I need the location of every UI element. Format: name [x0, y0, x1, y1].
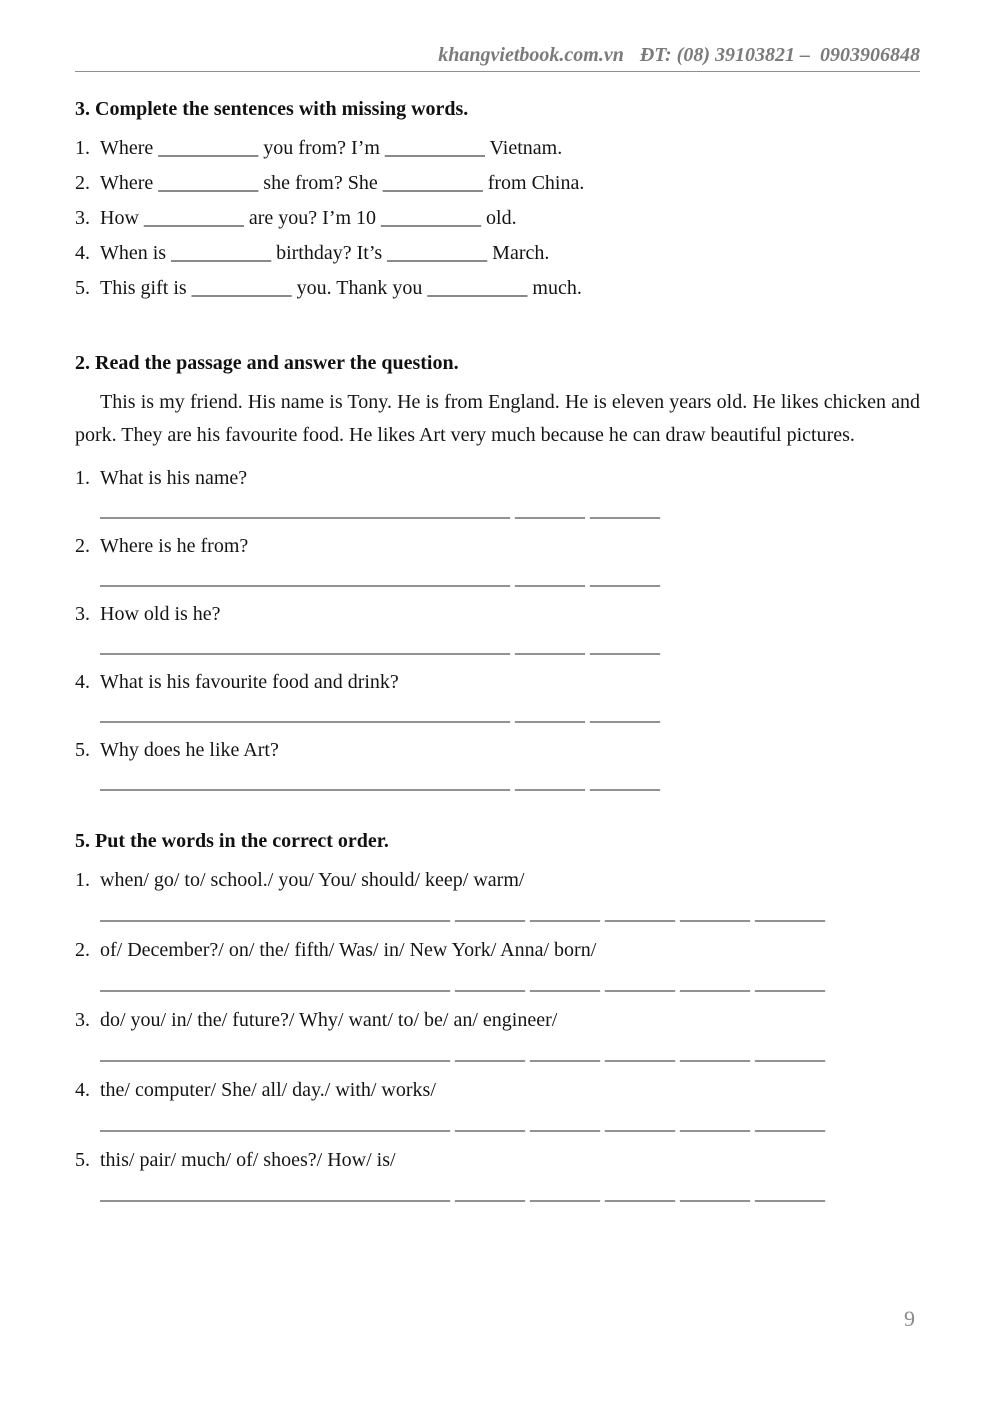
- answer-line: _________________________________________ _______ _______: [100, 636, 660, 656]
- exercise-reading-title: 2. Read the passage and answer the question.: [75, 352, 459, 374]
- question-row: [75, 668, 920, 696]
- fill-item-text: Where __________ she from? She __________ from China.: [100, 172, 585, 194]
- question-block-1: [75, 464, 920, 520]
- fill-item-1: [75, 131, 920, 166]
- answer-line: _________________________________________ _______ _______: [100, 772, 660, 792]
- order-number: 2.: [75, 939, 90, 961]
- order-number: 1.: [75, 869, 90, 891]
- fill-item-3: [75, 201, 920, 236]
- order-text: the/ computer/ She/ all/ day./ with/ works/: [100, 1079, 436, 1101]
- question-number: 2.: [75, 535, 90, 557]
- answer-line: ___________________________________ _______ _______ _______ _______ _______: [100, 903, 825, 923]
- question-number: 1.: [75, 467, 90, 489]
- question-row: [75, 464, 920, 492]
- answer-line: _________________________________________ _______ _______: [100, 704, 660, 724]
- order-row: [75, 1146, 920, 1174]
- question-block-2: [75, 532, 920, 588]
- question-number: 3.: [75, 603, 90, 625]
- order-block-4: [75, 1076, 920, 1133]
- reading-passage: This is my friend. His name is Tony. He is from England. He is eleven years old. He likes chicken and pork. They are his favourite food. He likes Art very much because he can draw beautiful pictures.: [75, 391, 920, 446]
- exercise-order-title: 5. Put the words in the correct order.: [75, 830, 389, 852]
- header-website: khangvietbook.com.vn: [438, 44, 624, 66]
- header-phone: ĐT: (08) 39103821 – 0903906848: [639, 44, 920, 66]
- answer-line: ___________________________________ _______ _______ _______ _______ _______: [100, 1183, 825, 1203]
- order-row: [75, 1076, 920, 1104]
- question-text: Where is he from?: [100, 535, 249, 557]
- question-row: [75, 600, 920, 628]
- question-number: 4.: [75, 671, 90, 693]
- order-row: [75, 1006, 920, 1034]
- order-block-2: [75, 936, 920, 993]
- order-text: of/ December?/ on/ the/ fifth/ Was/ in/ New York/ Anna/ born/: [100, 939, 597, 961]
- fill-item-4: [75, 236, 920, 271]
- reading-questions: [75, 464, 920, 792]
- fill-item-number: 2.: [75, 172, 90, 194]
- question-text: What is his favourite food and drink?: [100, 671, 399, 693]
- fill-item-2: [75, 166, 920, 201]
- order-text: when/ go/ to/ school./ you/ You/ should/ keep/ warm/: [100, 869, 525, 891]
- question-row: [75, 736, 920, 764]
- question-text: What is his name?: [100, 467, 248, 489]
- question-block-4: [75, 668, 920, 724]
- order-items: [75, 866, 920, 1203]
- question-text: How old is he?: [100, 603, 221, 625]
- order-block-3: [75, 1006, 920, 1063]
- fill-item-text: Where __________ you from? I’m __________ Vietnam.: [100, 137, 563, 159]
- order-number: 4.: [75, 1079, 90, 1101]
- question-block-5: [75, 736, 920, 792]
- order-number: 3.: [75, 1009, 90, 1031]
- order-row: [75, 936, 920, 964]
- answer-line: ___________________________________ _______ _______ _______ _______ _______: [100, 1113, 825, 1133]
- fill-item-text: How __________ are you? I’m 10 __________ old.: [100, 207, 517, 229]
- fill-item-5: [75, 271, 920, 306]
- fill-item-number: 4.: [75, 242, 90, 264]
- answer-line: _________________________________________ _______ _______: [100, 568, 660, 588]
- order-text: this/ pair/ much/ of/ shoes?/ How/ is/: [100, 1149, 396, 1171]
- fill-item-number: 3.: [75, 207, 90, 229]
- order-number: 5.: [75, 1149, 90, 1171]
- fill-item-number: 1.: [75, 137, 90, 159]
- order-row: [75, 866, 920, 894]
- answer-line: _________________________________________ _______ _______: [100, 500, 660, 520]
- answer-line: ___________________________________ _______ _______ _______ _______ _______: [100, 1043, 825, 1063]
- fill-item-number: 5.: [75, 277, 90, 299]
- fill-item-text: When is __________ birthday? It’s __________ March.: [100, 242, 550, 264]
- page-number: 9: [904, 1306, 915, 1331]
- question-text: Why does he like Art?: [100, 739, 279, 761]
- order-text: do/ you/ in/ the/ future?/ Why/ want/ to/ be/ an/ engineer/: [100, 1009, 558, 1031]
- question-row: [75, 532, 920, 560]
- page-header: [75, 44, 920, 72]
- order-block-5: [75, 1146, 920, 1203]
- answer-line: ___________________________________ _______ _______ _______ _______ _______: [100, 973, 825, 993]
- fill-item-text: This gift is __________ you. Thank you __________ much.: [100, 277, 582, 299]
- order-block-1: [75, 866, 920, 923]
- question-number: 5.: [75, 739, 90, 761]
- question-block-3: [75, 600, 920, 656]
- exercise-fill-title: 3. Complete the sentences with missing words.: [75, 98, 469, 120]
